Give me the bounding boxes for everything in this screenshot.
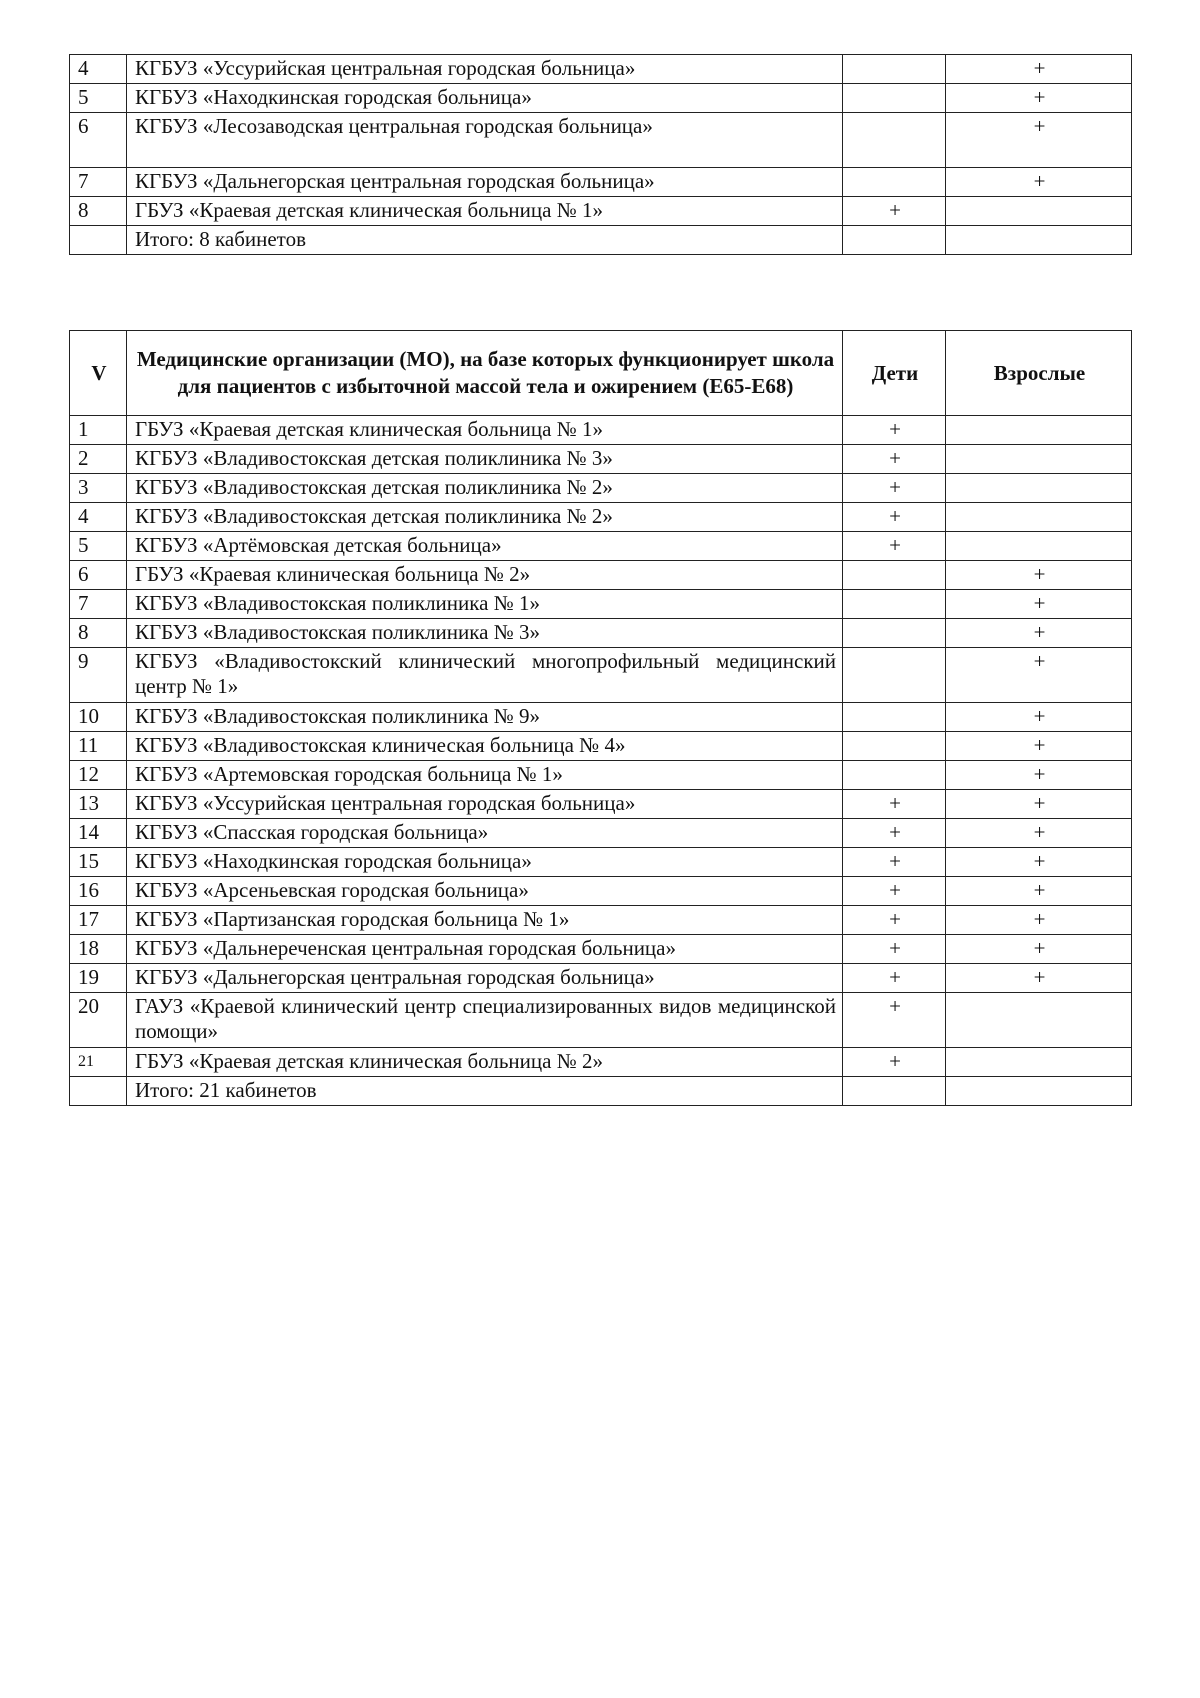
row-number: 19 [70,964,127,993]
table-row [70,732,1132,761]
kids-mark: + [843,819,946,848]
adults-mark [946,445,1132,474]
row-number: 18 [70,935,127,964]
kids-mark: + [843,503,946,532]
organization-name: ГБУЗ «Краевая клиническая больница № 2» [127,561,843,590]
kids-mark [843,113,946,168]
row-number: 10 [70,703,127,732]
table-row [70,561,1132,590]
adults-mark [946,993,1132,1048]
organization-name: КГБУЗ «Дальнегорская центральная городская больница» [127,168,843,197]
row-number: 4 [70,503,127,532]
kids-mark [843,590,946,619]
table-row [70,790,1132,819]
row-number: 12 [70,761,127,790]
kids-mark [843,619,946,648]
row-number: 16 [70,877,127,906]
row-number: 13 [70,790,127,819]
kids-mark: + [843,416,946,445]
column-header-organization: Медицинские организации (МО), на базе которых функционирует школа для пациентов с избыточной массой тела и ожирением (Е65-Е68) [127,331,843,416]
adults-mark [946,1048,1132,1077]
organization-name: КГБУЗ «Арсеньевская городская больница» [127,877,843,906]
organization-name: КГБУЗ «Владивостокская детская поликлиника № 2» [127,474,843,503]
adults-mark: + [946,877,1132,906]
table-row [70,761,1132,790]
adults-mark [946,416,1132,445]
table-continuation [69,54,1132,255]
adults-mark: + [946,84,1132,113]
organization-name: КГБУЗ «Уссурийская центральная городская больница» [127,55,843,84]
row-number: 21 [70,1048,127,1077]
adults-mark: + [946,168,1132,197]
adults-mark: + [946,561,1132,590]
table-row [70,819,1132,848]
table-row [70,848,1132,877]
organization-name: ГБУЗ «Краевая детская клиническая больница № 2» [127,1048,843,1077]
adults-mark: + [946,761,1132,790]
row-number: 14 [70,819,127,848]
table-row [70,877,1132,906]
row-number: 7 [70,168,127,197]
kids-mark: + [843,993,946,1048]
row-number: 11 [70,732,127,761]
organization-name: КГБУЗ «Лесозаводская центральная городская больница» [127,113,843,168]
table-row [70,55,1132,84]
total-label: Итого: 21 кабинетов [127,1077,843,1106]
organization-name: КГБУЗ «Уссурийская центральная городская больница» [127,790,843,819]
table-row [70,532,1132,561]
adults-mark: + [946,935,1132,964]
kids-mark [843,561,946,590]
organization-name: КГБУЗ «Владивостокский клинический многопрофильный медицинский центр № 1» [127,648,843,703]
kids-mark [843,168,946,197]
row-number-empty [70,226,127,255]
kids-mark: + [843,474,946,503]
kids-mark [843,84,946,113]
table-row [70,445,1132,474]
organization-name: КГБУЗ «Находкинская городская больница» [127,848,843,877]
adults-mark [946,474,1132,503]
adults-mark [946,197,1132,226]
adults-mark: + [946,819,1132,848]
kids-mark: + [843,964,946,993]
section-number: V [70,331,127,416]
column-header-kids: Дети [843,331,946,416]
adults-mark: + [946,55,1132,84]
adults-mark [946,532,1132,561]
row-number: 20 [70,993,127,1048]
total-label: Итого: 8 кабинетов [127,226,843,255]
table-row [70,935,1132,964]
organization-name: КГБУЗ «Владивостокская клиническая больница № 4» [127,732,843,761]
column-header-adults: Взрослые [946,331,1132,416]
kids-mark: + [843,1048,946,1077]
organization-name: КГБУЗ «Находкинская городская больница» [127,84,843,113]
table-row [70,703,1132,732]
kids-mark: + [843,790,946,819]
row-number-empty [70,1077,127,1106]
row-number: 7 [70,590,127,619]
table-row [70,648,1132,703]
kids-mark [843,55,946,84]
adults-mark-empty [946,1077,1132,1106]
row-number: 9 [70,648,127,703]
organization-name: КГБУЗ «Партизанская городская больница № 1» [127,906,843,935]
kids-mark: + [843,532,946,561]
kids-mark [843,732,946,761]
organization-name: ГБУЗ «Краевая детская клиническая больница № 1» [127,416,843,445]
table-row [70,197,1132,226]
kids-mark [843,703,946,732]
table-row [70,1048,1132,1077]
row-number: 4 [70,55,127,84]
organization-name: КГБУЗ «Владивостокская поликлиника № 3» [127,619,843,648]
table-row [70,168,1132,197]
organization-name: КГБУЗ «Дальнереченская центральная городская больница» [127,935,843,964]
organization-name: КГБУЗ «Владивостокская детская поликлиника № 2» [127,503,843,532]
table-header-row [70,331,1132,416]
adults-mark: + [946,648,1132,703]
adults-mark: + [946,906,1132,935]
row-number: 8 [70,197,127,226]
row-number: 1 [70,416,127,445]
adults-mark: + [946,732,1132,761]
organization-name: КГБУЗ «Артёмовская детская больница» [127,532,843,561]
kids-mark: + [843,445,946,474]
table-row [70,113,1132,168]
kids-mark: + [843,877,946,906]
table-row [70,619,1132,648]
kids-mark: + [843,197,946,226]
adults-mark: + [946,619,1132,648]
row-number: 2 [70,445,127,474]
organization-name: КГБУЗ «Артемовская городская больница № 1» [127,761,843,790]
organization-name: ГАУЗ «Краевой клинический центр специализированных видов медицинской помощи» [127,993,843,1048]
table-row [70,993,1132,1048]
adults-mark: + [946,790,1132,819]
adults-mark: + [946,848,1132,877]
table-row [70,590,1132,619]
table-row [70,416,1132,445]
row-number: 3 [70,474,127,503]
table-row [70,474,1132,503]
organization-name: ГБУЗ «Краевая детская клиническая больница № 1» [127,197,843,226]
row-number: 6 [70,113,127,168]
kids-mark [843,648,946,703]
row-number: 6 [70,561,127,590]
table-row [70,503,1132,532]
table-total-row [70,226,1132,255]
adults-mark: + [946,964,1132,993]
kids-mark-empty [843,1077,946,1106]
row-number: 5 [70,84,127,113]
adults-mark [946,503,1132,532]
row-number: 5 [70,532,127,561]
adults-mark: + [946,703,1132,732]
row-number: 8 [70,619,127,648]
table-obesity-school [69,330,1132,1106]
kids-mark [843,761,946,790]
organization-name: КГБУЗ «Владивостокская поликлиника № 9» [127,703,843,732]
kids-mark: + [843,935,946,964]
adults-mark: + [946,113,1132,168]
kids-mark-empty [843,226,946,255]
row-number: 17 [70,906,127,935]
organization-name: КГБУЗ «Владивостокская детская поликлиника № 3» [127,445,843,474]
organization-name: КГБУЗ «Спасская городская больница» [127,819,843,848]
table-total-row [70,1077,1132,1106]
table-row [70,906,1132,935]
adults-mark-empty [946,226,1132,255]
kids-mark: + [843,906,946,935]
kids-mark: + [843,848,946,877]
adults-mark: + [946,590,1132,619]
organization-name: КГБУЗ «Дальнегорская центральная городская больница» [127,964,843,993]
table-row [70,84,1132,113]
row-number: 15 [70,848,127,877]
table-row [70,964,1132,993]
organization-name: КГБУЗ «Владивостокская поликлиника № 1» [127,590,843,619]
